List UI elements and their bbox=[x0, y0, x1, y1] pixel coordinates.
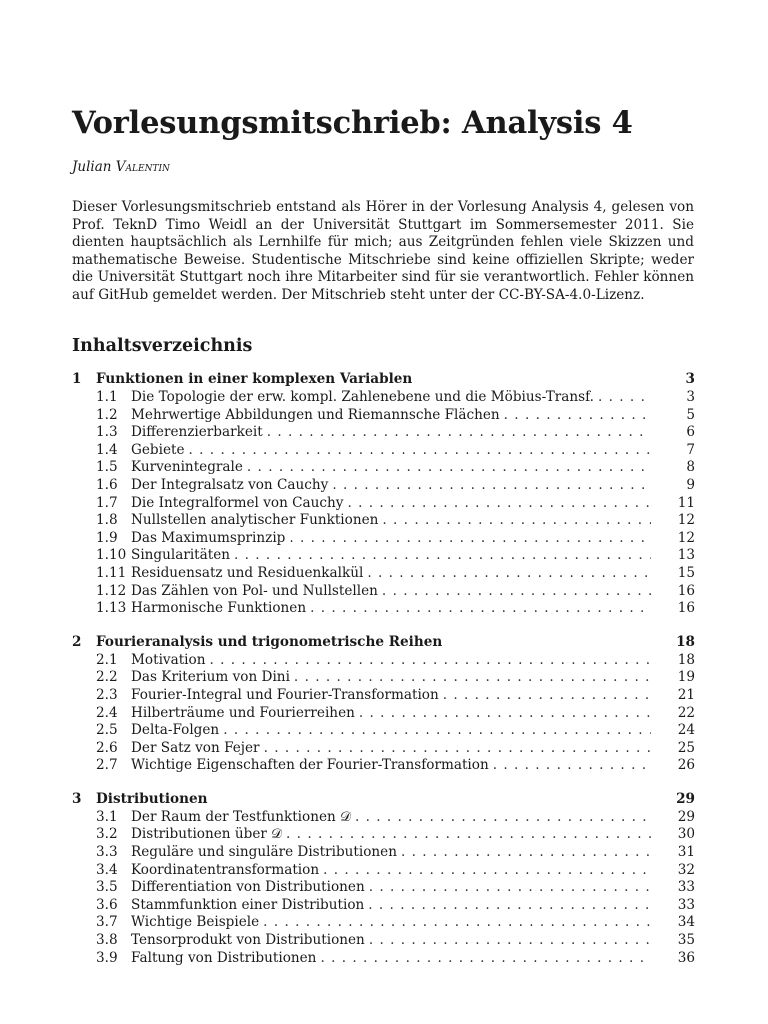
toc-dot-leader bbox=[209, 652, 651, 668]
toc-dot-leader bbox=[323, 862, 651, 878]
toc-subsection-page: 19 bbox=[677, 669, 695, 686]
toc-subsection-number: 1.10 bbox=[96, 547, 127, 564]
toc-subsection-title: Wichtige Beispiele bbox=[131, 914, 260, 931]
toc-dot-leader bbox=[443, 687, 651, 703]
toc-subsection-entry[interactable] bbox=[72, 879, 695, 897]
toc-subsection-title: Der Raum der Testfunktionen 𝒟 bbox=[131, 808, 351, 825]
toc-subsection-page: 6 bbox=[686, 424, 695, 441]
toc-subsection-number: 2.2 bbox=[96, 669, 118, 686]
toc-dot-leader bbox=[223, 722, 651, 738]
toc-subsection-title: Tensorprodukt von Distributionen bbox=[131, 932, 365, 949]
toc-dot-leader bbox=[382, 512, 651, 528]
toc-subsection-title: Fourier-Integral und Fourier-Transformation bbox=[131, 686, 439, 703]
toc-subsection-number: 2.6 bbox=[96, 739, 118, 756]
toc-subsection-number: 3.3 bbox=[96, 844, 118, 861]
toc-dot-leader bbox=[382, 583, 651, 599]
toc-dot-leader bbox=[347, 495, 651, 511]
toc-dot-leader bbox=[369, 879, 651, 895]
toc-subsection-number: 1.9 bbox=[96, 529, 118, 546]
toc-dot-leader bbox=[355, 809, 651, 825]
toc-subsection-page: 32 bbox=[677, 861, 695, 878]
toc-subsection-number: 3.9 bbox=[96, 949, 118, 966]
toc-subsection-number: 1.12 bbox=[96, 582, 127, 599]
toc-subsection-entry[interactable] bbox=[72, 547, 695, 565]
toc-dot-leader bbox=[247, 459, 651, 475]
toc-subsection-page: 29 bbox=[677, 808, 695, 825]
toc-subsection-entry[interactable] bbox=[72, 862, 695, 880]
toc-subsection-page: 34 bbox=[677, 914, 695, 931]
toc-subsection-page: 30 bbox=[677, 826, 695, 843]
toc-subsection-entry[interactable] bbox=[72, 669, 695, 687]
toc-subsection-entry[interactable] bbox=[72, 565, 695, 583]
toc-subsection-entry[interactable] bbox=[72, 757, 695, 775]
toc-dot-leader bbox=[369, 932, 651, 948]
toc-subsection-entry[interactable] bbox=[72, 459, 695, 477]
toc-subsection-title: Das Zählen von Pol- und Nullstellen bbox=[131, 582, 378, 599]
toc-subsection-number: 3.2 bbox=[96, 826, 118, 843]
toc-subsection-page: 15 bbox=[677, 564, 695, 581]
toc-subsection-page: 24 bbox=[677, 722, 695, 739]
toc-subsection-number: 2.5 bbox=[96, 722, 118, 739]
toc-subsection-entry[interactable] bbox=[72, 950, 695, 968]
toc-subsection-number: 1.13 bbox=[96, 600, 127, 617]
toc-dot-leader bbox=[263, 914, 651, 930]
toc-subsection-title: Wichtige Eigenschaften der Fourier-Transformation bbox=[131, 757, 489, 774]
toc-subsection-entry[interactable] bbox=[72, 600, 695, 618]
toc-dot-leader bbox=[493, 757, 651, 773]
toc-dot-leader bbox=[286, 826, 651, 842]
author-first-name: Julian bbox=[72, 159, 112, 175]
toc-subsection-entry[interactable] bbox=[72, 740, 695, 758]
toc-subsection-number: 2.3 bbox=[96, 686, 118, 703]
toc-section-title: Funktionen in einer komplexen Variablen bbox=[96, 371, 413, 387]
toc-subsection-title: Differentiation von Distributionen bbox=[131, 879, 365, 896]
toc-subsection-number: 2.4 bbox=[96, 704, 118, 721]
toc-subsection-entry[interactable] bbox=[72, 477, 695, 495]
toc-subsection-title: Reguläre und singuläre Distributionen bbox=[131, 844, 397, 861]
toc-subsection-page: 12 bbox=[677, 529, 695, 546]
toc-section-entry[interactable] bbox=[72, 634, 695, 652]
toc-dot-leader bbox=[598, 389, 651, 405]
section-gap bbox=[72, 775, 695, 791]
toc-subsection-number: 2.1 bbox=[96, 651, 118, 668]
toc-subsection-entry[interactable] bbox=[72, 512, 695, 530]
toc-subsection-entry[interactable] bbox=[72, 583, 695, 601]
toc-subsection-number: 3.4 bbox=[96, 861, 118, 878]
toc-subsection-title: Nullstellen analytischer Funktionen bbox=[131, 512, 379, 529]
toc-subsection-title: Stammfunktion einer Distribution bbox=[131, 896, 365, 913]
toc-subsection-page: 5 bbox=[686, 406, 695, 423]
toc-subsection-number: 1.5 bbox=[96, 459, 118, 476]
toc-subsection-title: Der Satz von Fejer bbox=[131, 739, 260, 756]
toc-subsection-page: 8 bbox=[686, 459, 695, 476]
toc-subsection-entry[interactable] bbox=[72, 442, 695, 460]
toc-subsection-page: 33 bbox=[677, 896, 695, 913]
toc-dot-leader bbox=[332, 477, 651, 493]
toc-subsection-entry[interactable] bbox=[72, 424, 695, 442]
toc-subsection-page: 26 bbox=[677, 757, 695, 774]
toc-subsection-title: Das Maximumsprinzip bbox=[131, 529, 286, 546]
toc-section-title: Fourieranalysis und trigonometrische Reihen bbox=[96, 633, 443, 650]
section-gap bbox=[72, 618, 695, 634]
toc-subsection-title: Das Kriterium von Dini bbox=[131, 669, 290, 686]
toc-subsection-entry[interactable] bbox=[72, 914, 695, 932]
toc-subsection-title: Koordinatentransformation bbox=[131, 861, 320, 878]
author bbox=[72, 159, 170, 175]
toc-section-page: 29 bbox=[676, 790, 695, 807]
toc-dot-leader bbox=[401, 844, 651, 860]
toc-subsection-entry[interactable] bbox=[72, 530, 695, 548]
toc-dot-leader bbox=[367, 565, 651, 581]
toc-dot-leader bbox=[267, 424, 651, 440]
toc-subsection-entry[interactable] bbox=[72, 652, 695, 670]
toc-section-page: 3 bbox=[685, 371, 695, 387]
toc-subsection-entry[interactable] bbox=[72, 407, 695, 425]
toc-subsection-number: 3.6 bbox=[96, 896, 118, 913]
toc-section-number: 2 bbox=[72, 633, 82, 650]
toc-subsection-page: 21 bbox=[677, 686, 695, 703]
toc-subsection-page: 3 bbox=[686, 389, 695, 405]
toc-dot-leader bbox=[289, 530, 651, 546]
toc-subsection-page: 35 bbox=[677, 932, 695, 949]
toc-subsection-title: Hilberträume und Fourierreihen bbox=[131, 704, 355, 721]
toc-subsection-title: Die Integralformel von Cauchy bbox=[131, 494, 344, 511]
toc-subsection-number: 3.5 bbox=[96, 879, 118, 896]
toc-subsection-title: Faltung von Distributionen bbox=[131, 949, 317, 966]
toc-subsection-page: 12 bbox=[677, 512, 695, 529]
toc-subsection-number: 1.1 bbox=[96, 389, 118, 405]
toc-dot-leader bbox=[189, 442, 651, 458]
toc-section-entry[interactable] bbox=[72, 371, 695, 389]
toc-dot-leader bbox=[368, 897, 651, 913]
author-last-name: Valentin bbox=[115, 159, 170, 175]
toc-heading: Inhaltsverzeichnis bbox=[72, 336, 253, 356]
toc-subsection-number: 1.6 bbox=[96, 476, 118, 493]
toc-subsection-entry[interactable] bbox=[72, 932, 695, 950]
toc-subsection-entry[interactable] bbox=[72, 495, 695, 513]
toc-subsection-entry[interactable] bbox=[72, 897, 695, 915]
toc-subsection-page: 16 bbox=[677, 582, 695, 599]
toc-subsection-number: 1.11 bbox=[96, 564, 127, 581]
toc-subsection-page: 36 bbox=[677, 949, 695, 966]
toc-subsection-number: 1.4 bbox=[96, 441, 118, 458]
toc-subsection-number: 1.8 bbox=[96, 512, 118, 529]
toc-section-page: 18 bbox=[676, 633, 695, 650]
toc-section-number: 1 bbox=[72, 371, 82, 387]
toc-subsection-title: Kurvenintegrale bbox=[131, 459, 243, 476]
toc-subsection-page: 9 bbox=[686, 476, 695, 493]
toc-subsection-number: 1.3 bbox=[96, 424, 118, 441]
toc-dot-leader bbox=[264, 740, 651, 756]
toc-subsection-title: Motivation bbox=[131, 651, 206, 668]
toc-dot-leader bbox=[310, 600, 651, 616]
toc-subsection-page: 33 bbox=[677, 879, 695, 896]
toc-subsection-entry[interactable] bbox=[72, 844, 695, 862]
toc-subsection-page: 22 bbox=[677, 704, 695, 721]
toc-subsection-page: 7 bbox=[686, 441, 695, 458]
toc-dot-leader bbox=[234, 547, 651, 563]
toc-subsection-title: Gebiete bbox=[131, 441, 185, 458]
toc-subsection-entry[interactable] bbox=[72, 687, 695, 705]
toc-subsection-entry[interactable] bbox=[72, 722, 695, 740]
toc-subsection-title: Residuensatz und Residuenkalkül bbox=[131, 564, 364, 581]
toc-subsection-page: 25 bbox=[677, 739, 695, 756]
table-of-contents bbox=[72, 371, 695, 967]
toc-subsection-number: 2.7 bbox=[96, 757, 118, 774]
toc-section-title: Distributionen bbox=[96, 790, 208, 807]
abstract: Dieser Vorlesungsmitschrieb entstand als Hörer in der Vorlesung Analysis 4, gelesen von Prof. TeknD Timo Weidl an der Universität Stuttgart im Sommersemester 2011. Sie dienten hauptsächlich als Lernhilfe für mich; aus Zeitgründen fehlen viele Skizzen und mathematische Beweise. Studentische Mitschriebe sind keine offiziellen Skripte; weder die Universität Stuttgart noch ihre Mitarbeiter sind für sie verantwortlich. Fehler können auf GitHub gemeldet werden. Der Mitschrieb steht unter der CC-BY-SA-4.0-Lizenz. bbox=[72, 199, 694, 303]
toc-subsection-title: Harmonische Funktionen bbox=[131, 600, 307, 617]
toc-subsection-title: Singularitäten bbox=[131, 547, 230, 564]
toc-subsection-page: 18 bbox=[677, 651, 695, 668]
toc-subsection-title: Delta-Folgen bbox=[131, 722, 220, 739]
toc-subsection-title: Differenzierbarkeit bbox=[131, 424, 263, 441]
toc-subsection-number: 3.8 bbox=[96, 932, 118, 949]
toc-subsection-title: Der Integralsatz von Cauchy bbox=[131, 476, 329, 493]
toc-subsection-title: Die Topologie der erw. kompl. Zahlenebene und die Möbius-Transf. bbox=[131, 389, 594, 405]
toc-subsection-entry[interactable] bbox=[72, 705, 695, 723]
toc-subsection-number: 1.2 bbox=[96, 406, 118, 423]
toc-subsection-entry[interactable] bbox=[72, 389, 695, 407]
toc-subsection-entry[interactable] bbox=[72, 826, 695, 844]
toc-subsection-title: Mehrwertige Abbildungen und Riemannsche Flächen bbox=[131, 406, 500, 423]
toc-dot-leader bbox=[504, 407, 651, 423]
toc-subsection-page: 11 bbox=[677, 494, 695, 511]
toc-dot-leader bbox=[320, 950, 651, 966]
toc-subsection-number: 3.7 bbox=[96, 914, 118, 931]
toc-section-number: 3 bbox=[72, 790, 82, 807]
toc-subsection-entry[interactable] bbox=[72, 809, 695, 827]
toc-subsection-title: Distributionen über 𝒟 bbox=[131, 826, 283, 843]
toc-subsection-number: 1.7 bbox=[96, 494, 118, 511]
toc-dot-leader bbox=[359, 705, 651, 721]
toc-section-entry[interactable] bbox=[72, 791, 695, 809]
toc-subsection-number: 3.1 bbox=[96, 808, 118, 825]
toc-subsection-page: 31 bbox=[677, 844, 695, 861]
document-title: Vorlesungsmitschrieb: Analysis 4 bbox=[72, 105, 633, 141]
toc-subsection-page: 13 bbox=[677, 547, 695, 564]
toc-subsection-page: 16 bbox=[677, 600, 695, 617]
toc-dot-leader bbox=[294, 669, 651, 685]
